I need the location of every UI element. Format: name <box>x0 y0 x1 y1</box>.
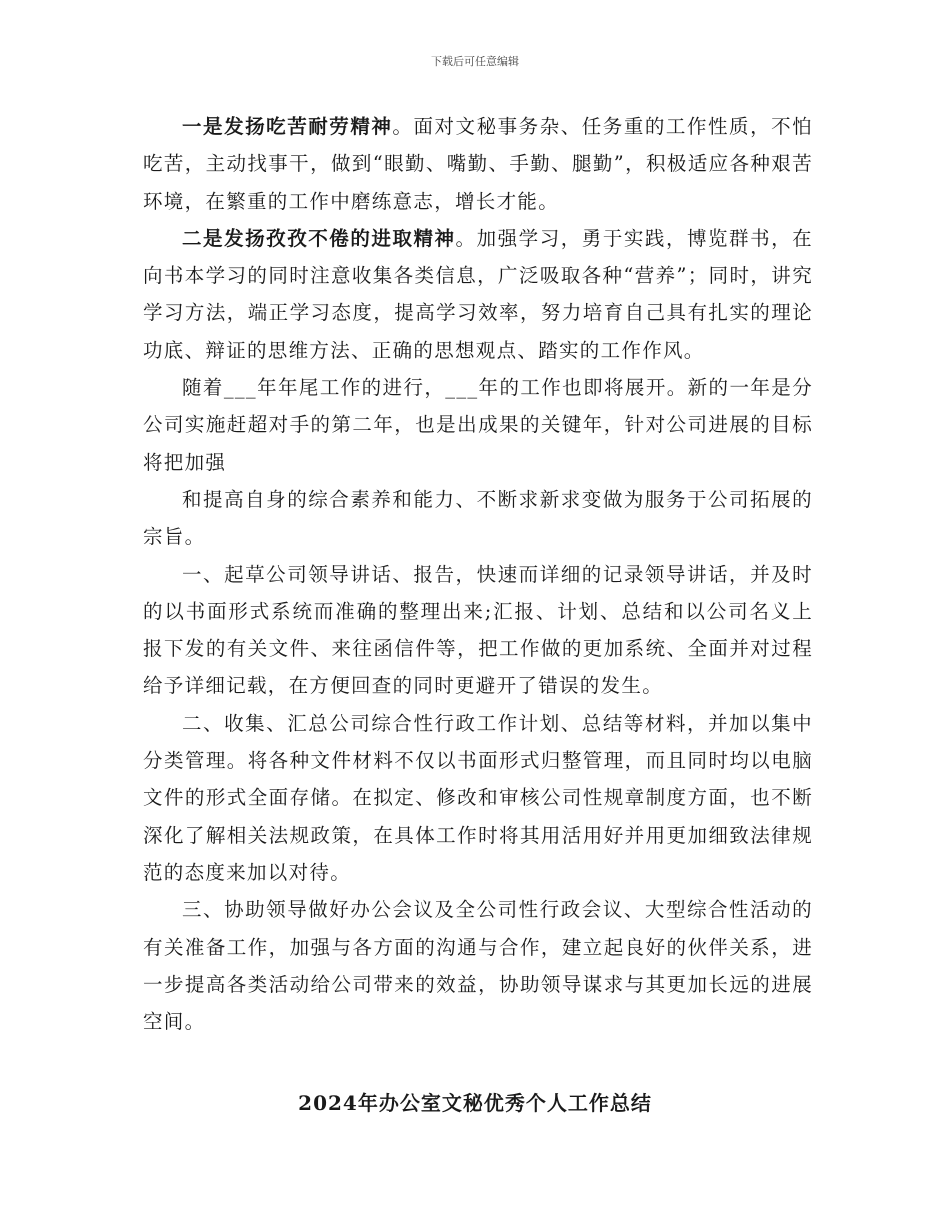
page-header: 下载后可任意编辑 <box>431 55 519 68</box>
paragraph-lead: 二是发扬孜孜不倦的进取精神 <box>182 226 456 250</box>
paragraph-text: 。面对文秘事务杂、任务重的工作性质，不怕吃苦，主动找事干，做到“眼勤、嘴勤、手勤、腿勤”，积极适应各种艰苦环境，在繁重的工作中磨练意志，增长才能。 <box>143 115 813 213</box>
paragraph-text: 三、协助领导做好办公会议及全公司性行政会议、大型综合性活动的有关准备工作，加强与各方面的沟通与合作，建立起良好的伙伴关系，进一步提高各类活动给公司带来的效益，协助领导谋求与其更加长远的进展空间。 <box>143 898 813 1034</box>
paragraph-spirit-hardwork <box>143 108 813 220</box>
paragraph-text: 随着___年年尾工作的进行，___年的工作也即将展开。新的一年是分公司实施赶超对手的第二年，也是出成果的关键年，针对公司进展的目标将把加强 <box>143 376 813 474</box>
paragraph-purpose <box>143 481 813 556</box>
document-body <box>143 108 813 1040</box>
paragraph-item-two <box>143 705 813 891</box>
paragraph-spirit-progress <box>143 220 813 369</box>
paragraph-text: 。加强学习，勇于实践，博览群书，在向书本学习的同时注意收集各类信息，广泛吸取各种“营养”；同时，讲究学习方法，端正学习态度，提高学习效率，努力培育自己具有扎实的理论功底、辩证的思维方法、正确的思想观点、踏实的工作作风。 <box>143 226 813 362</box>
paragraph-text: 二、收集、汇总公司综合性行政工作计划、总结等材料，并加以集中分类管理。将各种文件材料不仅以书面形式归整管理，而且同时均以电脑文件的形式全面存储。在拟定、修改和审核公司性规章制度方面，也不断深化了解相关法规政策，在具体工作时将其用活用好并用更加细致法律规范的态度来加以对待。 <box>143 711 813 884</box>
paragraph-item-one <box>143 556 813 705</box>
paragraph-lead: 一是发扬吃苦耐劳精神 <box>182 115 393 138</box>
document-title: 2024年办公室文秘优秀个人工作总结 <box>298 1091 652 1115</box>
paragraph-text: 和提高自身的综合素养和能力、不断求新求变做为服务于公司拓展的宗旨。 <box>143 487 813 549</box>
paragraph-year-end <box>143 369 813 481</box>
paragraph-item-three <box>143 891 813 1040</box>
paragraph-text: 一、起草公司领导讲话、报告，快速而详细的记录领导讲话，并及时的以书面形式系统而准确的整理出来;汇报、计划、总结和以公司名义上报下发的有关文件、来往函信件等，把工作做的更加系统、全面并对过程给予详细记载，在方便回查的同时更避开了错误的发生。 <box>143 562 813 698</box>
